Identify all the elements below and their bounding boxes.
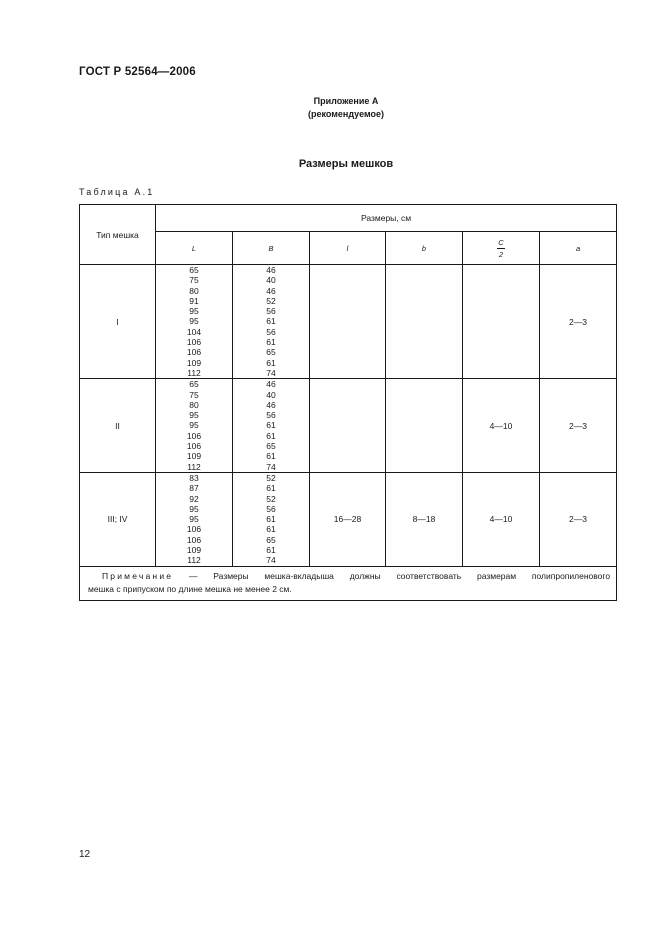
cell-l-value: 75: [189, 275, 199, 286]
sizes-table: [79, 204, 617, 601]
cell-l-value: 104: [186, 326, 202, 337]
cell-l-value: 112: [187, 367, 201, 378]
cell-b-value: 65: [266, 534, 276, 545]
cell-l-value: 91: [189, 295, 199, 306]
cell-b-value: 61: [266, 430, 276, 441]
table-row: [80, 472, 617, 566]
cell-l-value: 80: [189, 399, 199, 410]
cell-b-value: 61: [266, 483, 276, 494]
note-dash: —: [173, 570, 214, 581]
header-B: B: [233, 232, 310, 265]
cell-l-list: [156, 265, 233, 379]
table-note: [80, 566, 617, 600]
cell-b-value: 61: [266, 514, 276, 525]
cell-l-value: 109: [186, 451, 202, 462]
cell-l-value: 95: [189, 420, 199, 431]
cell-b-value: 56: [266, 326, 276, 337]
cell-l-value: 65: [189, 265, 199, 275]
cell-l-value: 112: [187, 461, 201, 472]
note-line-2: мешка с припуском по длине мешка не менее 2 см.: [88, 583, 292, 594]
cell-b-value: 61: [266, 357, 276, 368]
cell-c-half: 4—10: [463, 472, 540, 566]
cell-a: 2—3: [540, 265, 617, 379]
cell-c-half: [463, 265, 540, 379]
cell-l-list: [156, 379, 233, 473]
annex-title: Приложение А: [313, 96, 379, 106]
page-number: 12: [79, 849, 91, 860]
header-bag-type: Тип мешка: [80, 205, 156, 265]
cell-l-value: 95: [189, 316, 199, 327]
cell-b-value: 61: [266, 337, 276, 348]
cell-l-value: 106: [186, 524, 202, 535]
cell-l-value: 109: [186, 545, 202, 556]
cell-l-value: 95: [189, 306, 199, 317]
cell-l-value: 65: [189, 379, 199, 390]
cell-b-value: 46: [266, 399, 276, 410]
cell-l-value: 106: [186, 347, 202, 358]
header-b: b: [386, 232, 463, 265]
cell-b-list: [233, 379, 310, 473]
cell-l-value: 87: [189, 483, 199, 494]
cell-b-value: 40: [266, 275, 276, 286]
cell-l-value: 75: [189, 389, 199, 400]
header-dimensions: Размеры, см: [156, 205, 617, 232]
cell-l-value: 95: [189, 503, 199, 514]
cell-b-value: 52: [266, 472, 276, 483]
cell-b-value: 56: [266, 503, 276, 514]
cell-l: [310, 379, 386, 473]
cell-b: [386, 379, 463, 473]
section-title: Размеры мешков: [298, 158, 394, 170]
cell-bag-type: III; IV: [80, 472, 156, 566]
cell-a: 2—3: [540, 472, 617, 566]
note-line-1: Размеры мешка-вкладыша должны соответствовать размерам полипропиленового: [213, 570, 611, 581]
cell-c-half: 4—10: [463, 379, 540, 473]
note-label: Примечание: [102, 570, 174, 581]
table-header-row: [80, 205, 617, 232]
cell-b-value: 46: [266, 379, 276, 390]
annex-subtitle: (рекомендуемое): [308, 109, 384, 119]
cell-b-value: 46: [266, 285, 276, 296]
table-subheader-row: [80, 232, 617, 265]
table-row: [80, 265, 617, 379]
cell-b-value: 52: [266, 493, 276, 504]
cell-b-value: 56: [266, 306, 276, 317]
cell-l-value: 95: [189, 514, 199, 525]
cell-b-value: 46: [266, 265, 276, 275]
cell-l-value: 106: [186, 441, 202, 452]
cell-b-list: [233, 265, 310, 379]
table-caption: Таблица А.1: [79, 187, 155, 197]
cell-l-value: 95: [189, 410, 199, 421]
cell-b-value: 65: [266, 347, 276, 358]
cell-a: 2—3: [540, 379, 617, 473]
cell-l-value: 80: [189, 285, 199, 296]
cell-l-value: 106: [186, 430, 202, 441]
cell-b-value: 61: [266, 420, 276, 431]
table-body: [80, 265, 617, 567]
cell-bag-type: II: [80, 379, 156, 473]
standard-code: ГОСТ Р 52564—2006: [79, 66, 196, 78]
cell-l-value: 106: [186, 337, 202, 348]
table-note-row: [80, 566, 617, 600]
header-L: L: [156, 232, 233, 265]
cell-b-value: 65: [266, 441, 276, 452]
cell-l-value: 109: [186, 357, 202, 368]
cell-l: 16—28: [310, 472, 386, 566]
header-c-half: [463, 232, 540, 265]
cell-b-value: 40: [266, 389, 276, 400]
cell-b-value: 61: [266, 451, 276, 462]
cell-l-value: 83: [189, 472, 199, 483]
cell-l-value: 92: [189, 493, 199, 504]
cell-l-value: 112: [187, 555, 201, 566]
cell-l: [310, 265, 386, 379]
cell-b-value: 52: [266, 295, 276, 306]
cell-b-value: 74: [266, 367, 276, 378]
cell-bag-type: I: [80, 265, 156, 379]
cell-b-value: 74: [266, 461, 276, 472]
header-a: a: [540, 232, 617, 265]
cell-b-list: [233, 472, 310, 566]
cell-l-list: [156, 472, 233, 566]
header-c-denominator: 2: [498, 249, 504, 259]
cell-b-value: 61: [266, 545, 276, 556]
cell-l-value: 106: [186, 534, 202, 545]
cell-b-value: 56: [266, 410, 276, 421]
cell-b: 8—18: [386, 472, 463, 566]
header-l: l: [310, 232, 386, 265]
cell-b-value: 61: [266, 524, 276, 535]
table-row: [80, 379, 617, 473]
cell-b-value: 61: [266, 316, 276, 327]
cell-b: [386, 265, 463, 379]
header-c-numerator: C: [498, 237, 504, 247]
cell-b-value: 74: [266, 555, 276, 566]
